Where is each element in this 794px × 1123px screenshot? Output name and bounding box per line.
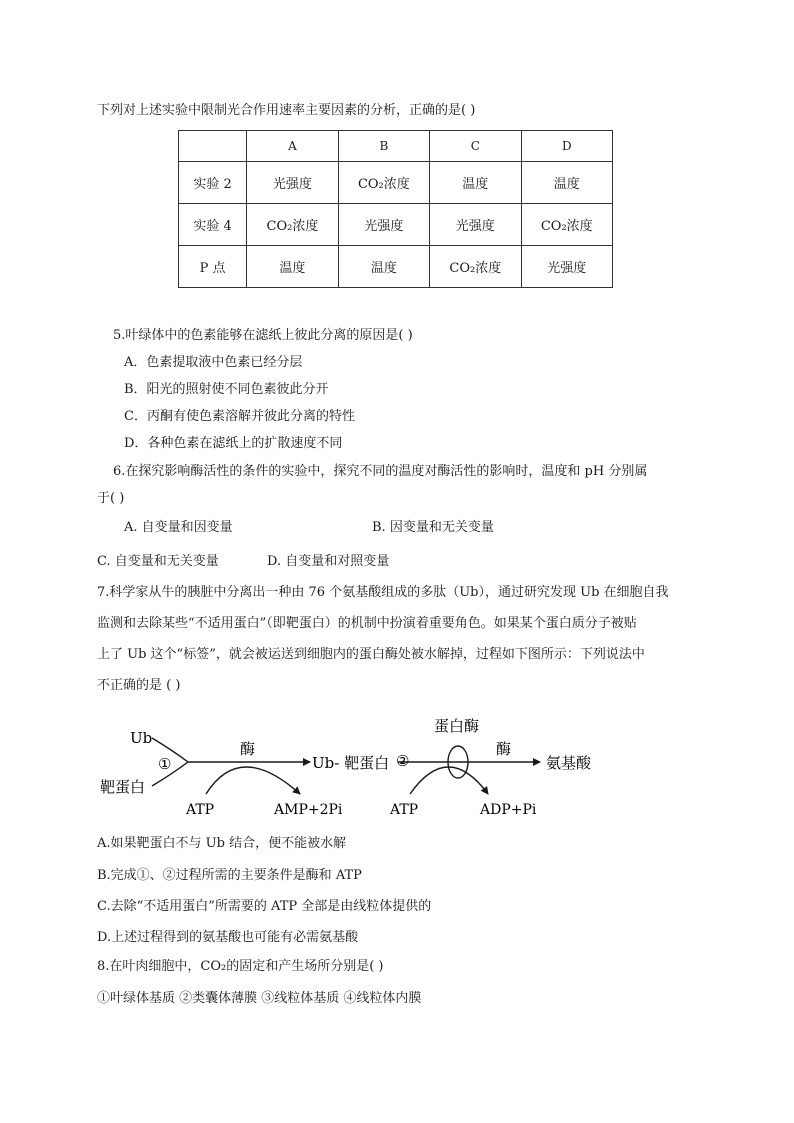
table-row bbox=[179, 204, 613, 246]
q5-option-a: A．色素提取液中色素已经分层 bbox=[124, 355, 303, 370]
table-cell: CO₂浓度 bbox=[521, 204, 612, 246]
ubiquitin-pathway-diagram bbox=[0, 710, 794, 830]
question-intro: 下列对上述实验中限制光合作用速率主要因素的分析，正确的是( ) bbox=[97, 103, 476, 118]
table-row bbox=[179, 246, 613, 288]
table-cell: P 点 bbox=[179, 246, 247, 288]
ub-label: Ub bbox=[130, 729, 153, 747]
q7-option-c: C.去除“不适用蛋白”所需要的 ATP 全部是由线粒体提供的 bbox=[97, 899, 432, 914]
table-cell: CO₂浓度 bbox=[247, 204, 338, 246]
table-header-row bbox=[179, 131, 613, 162]
table-header-cell: D bbox=[521, 131, 612, 162]
q7-stem-line2: 监测和去除某些“不适用蛋白”（即靶蛋白）的机制中扮演着重要角色。如果某个蛋白质分子被贴 bbox=[97, 616, 637, 631]
q5-option-c: C．丙酮有使色素溶解并彼此分离的特性 bbox=[124, 409, 355, 424]
q5-option-b: B．阳光的照射使不同色素彼此分开 bbox=[124, 382, 329, 397]
table-cell: CO₂浓度 bbox=[338, 162, 429, 204]
q7-option-d: D.上述过程得到的氨基酸也可能有必需氨基酸 bbox=[97, 930, 359, 945]
ub-target-complex-label: Ub- 靶蛋白 bbox=[312, 754, 390, 772]
table-header-cell bbox=[179, 131, 247, 162]
table-cell: CO₂浓度 bbox=[430, 246, 521, 288]
q6-option-d: D. 自变量和对照变量 bbox=[267, 554, 390, 569]
protease-label: 蛋白酶 bbox=[434, 717, 480, 735]
q8-stem: 8.在叶肉细胞中，CO₂的固定和产生场所分别是( ) bbox=[97, 959, 384, 974]
q6-stem-line2: 于( ) bbox=[97, 491, 125, 506]
table-cell: 实验 4 bbox=[179, 204, 247, 246]
atp-to-amp-arc bbox=[206, 767, 300, 794]
q8-choices: ①叶绿体基质 ②类囊体薄膜 ③线粒体基质 ④线粒体内膜 bbox=[97, 991, 422, 1006]
adp-products-label: ADP+Pi bbox=[480, 802, 537, 818]
q6-option-a: A. 自变量和因变量 bbox=[124, 520, 233, 535]
atp1-label: ATP bbox=[186, 802, 215, 818]
q7-stem-line4: 不正确的是 ( ) bbox=[97, 678, 181, 693]
table-cell: 实验 2 bbox=[179, 162, 247, 204]
table-cell: 温度 bbox=[247, 246, 338, 288]
step1-marker: ① bbox=[158, 755, 172, 773]
q6-option-c: C. 自变量和无关变量 bbox=[97, 554, 219, 569]
table-cell: 光强度 bbox=[430, 204, 521, 246]
enzyme1-label: 酶 bbox=[240, 740, 256, 758]
table-header-cell: B bbox=[338, 131, 429, 162]
table-row bbox=[179, 162, 613, 204]
amino-acid-label: 氨基酸 bbox=[546, 754, 592, 772]
table-header-cell: C bbox=[430, 131, 521, 162]
factor-table bbox=[178, 130, 613, 288]
q6-stem-line1: 6.在探究影响酶活性的条件的实验中，探究不同的温度对酶活性的影响时，温度和 pH 分别属 bbox=[113, 464, 648, 479]
q7-stem-line3: 上了 Ub 这个“标签”，就会被运送到细胞内的蛋白酶处被水解掉，过程如下图所示：下列说法中 bbox=[97, 647, 645, 662]
q5-option-d: D．各种色素在滤纸上的扩散速度不同 bbox=[124, 436, 343, 451]
table-cell: 温度 bbox=[430, 162, 521, 204]
q5-stem: 5.叶绿体中的色素能够在滤纸上彼此分离的原因是( ) bbox=[113, 328, 413, 343]
amp-products-label: AMP+2Pi bbox=[274, 802, 343, 818]
enzyme2-label: 酶 bbox=[496, 740, 512, 758]
atp2-label: ATP bbox=[390, 802, 419, 818]
target-protein-label: 靶蛋白 bbox=[100, 778, 146, 796]
q7-stem-line1: 7.科学家从牛的胰脏中分离出一种由 76 个氨基酸组成的多肽（Ub），通过研究发现 Ub 在细胞自我 bbox=[97, 585, 669, 600]
q7-option-a: A.如果靶蛋白不与 Ub 结合，便不能被水解 bbox=[97, 836, 347, 851]
table-cell: 光强度 bbox=[521, 246, 612, 288]
table-cell: 温度 bbox=[521, 162, 612, 204]
table-header-cell: A bbox=[247, 131, 338, 162]
step2-marker: ② bbox=[396, 752, 410, 770]
q6-option-b: B. 因变量和无关变量 bbox=[372, 520, 494, 535]
table-cell: 温度 bbox=[338, 246, 429, 288]
table-cell: 光强度 bbox=[338, 204, 429, 246]
q7-option-b: B.完成①、②过程所需的主要条件是酶和 ATP bbox=[97, 868, 362, 883]
table-cell: 光强度 bbox=[247, 162, 338, 204]
